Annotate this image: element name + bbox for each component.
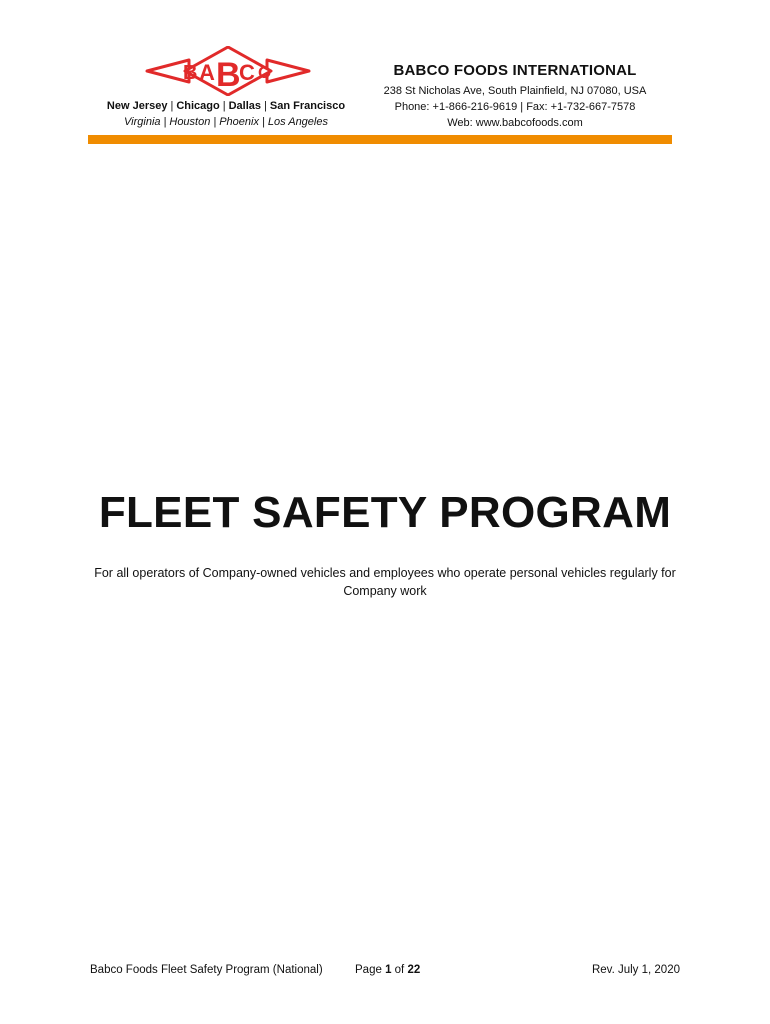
branch-dallas: Dallas xyxy=(228,100,262,112)
footer-revision-date: Rev. July 1, 2020 xyxy=(591,964,680,976)
footer-document-name: Babco Foods Fleet Safety Program (National) xyxy=(90,964,323,976)
separator: | xyxy=(222,100,226,112)
logo-letter-5: O xyxy=(258,63,272,82)
company-info xyxy=(360,61,670,131)
footer-page-number xyxy=(355,963,420,977)
branch-los-angeles: Los Angeles xyxy=(267,116,328,128)
logo-letter-3: B xyxy=(216,56,241,94)
company-address: 238 St Nicholas Ave, South Plainfield, NJ 07080, USA xyxy=(383,85,647,97)
page-total: 22 xyxy=(407,964,421,976)
logo-letter-2: A xyxy=(199,60,215,85)
separator: | xyxy=(170,100,174,112)
logo-letter-1: B xyxy=(183,62,198,84)
branch-phoenix: Phoenix xyxy=(219,116,259,128)
separator: | xyxy=(264,100,267,112)
page-current: 1 xyxy=(385,964,392,976)
header-divider xyxy=(88,135,672,144)
page-of: of xyxy=(391,964,408,976)
company-name: BABCO FOODS INTERNATIONAL xyxy=(393,62,637,79)
logo-letter-4: C xyxy=(239,60,255,85)
separator: | xyxy=(163,116,167,128)
company-web: Web: www.babcofoods.com xyxy=(447,117,583,129)
branch-new-jersey: New Jersey xyxy=(106,100,168,112)
branch-chicago: Chicago xyxy=(176,100,220,112)
separator: | xyxy=(261,116,265,128)
branch-locations-primary xyxy=(92,99,360,113)
babco-logo-icon xyxy=(145,46,311,96)
branch-san-francisco: San Francisco xyxy=(269,100,346,112)
separator: | xyxy=(213,116,217,128)
page-prefix: Page xyxy=(355,964,386,976)
document-title: FLEET SAFETY PROGRAM xyxy=(98,488,672,537)
branch-locations-secondary xyxy=(92,115,360,129)
company-logo xyxy=(145,46,311,96)
branch-houston: Houston xyxy=(169,116,211,128)
document-subtitle: For all operators of Company-owned vehicles and employees who operate personal vehicles regularly for Company work xyxy=(94,566,676,598)
branch-virginia: Virginia xyxy=(124,116,161,128)
company-contact: Phone: +1-866-216-9619 | Fax: +1-732-667-7578 xyxy=(394,101,636,113)
